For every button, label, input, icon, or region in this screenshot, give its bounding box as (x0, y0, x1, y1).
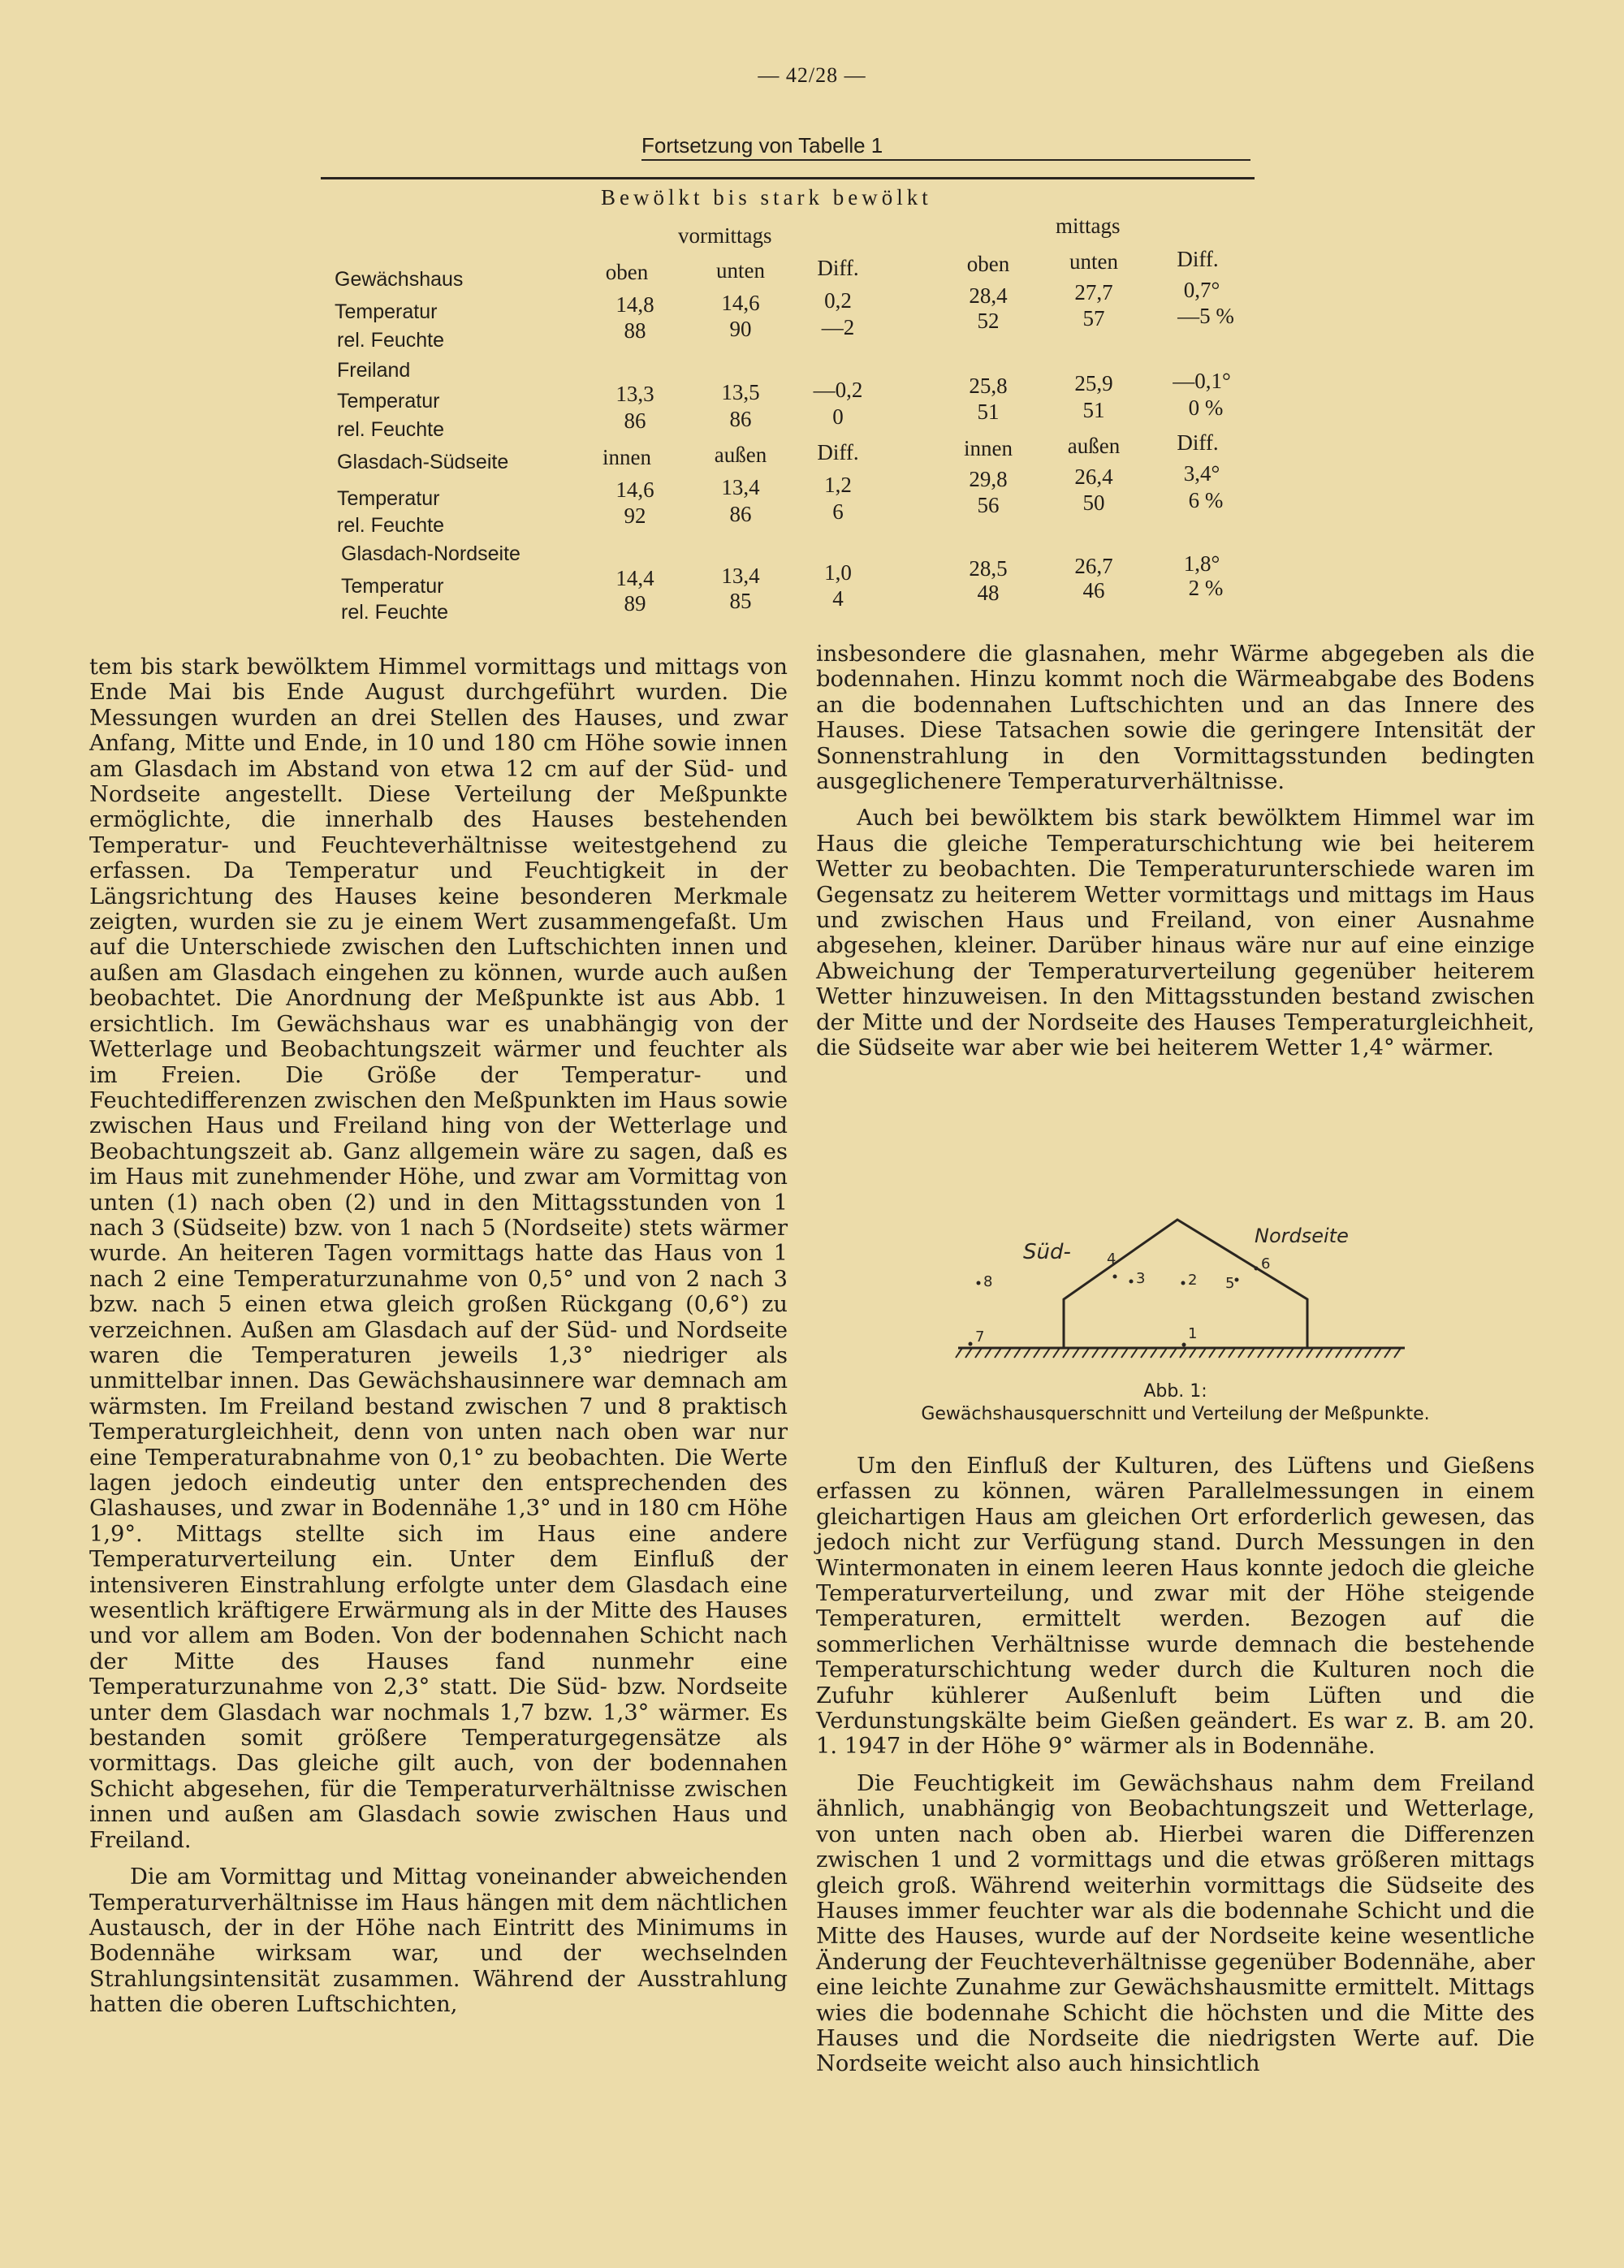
table-cell: 1,8° (1183, 551, 1220, 576)
section-freiland: Freiland (337, 359, 411, 382)
row-label: Temperatur (341, 575, 444, 598)
table-cell: —5 % (1177, 304, 1234, 328)
table-cell: 14,6 (721, 291, 760, 315)
table-cell: 86 (729, 502, 752, 526)
point-label: 1 (1188, 1325, 1198, 1342)
row-label: rel. Feuchte (341, 601, 449, 624)
measurement-point-6 (1255, 1267, 1259, 1271)
figure-caption (816, 1380, 1535, 1426)
measurement-point-7 (969, 1342, 973, 1346)
table-cell: 6 (832, 499, 844, 524)
table-cell: 28,4 (969, 283, 1008, 308)
row-label: rel. Feuchte (337, 514, 445, 537)
table-cell: 27,7 (1074, 280, 1113, 305)
table-cell: 26,7 (1074, 554, 1113, 578)
body-paragraph: tem bis stark bewölktem Himmel vormittags und mittags von Ende Mai bis Ende August durchgeführt wurden. Die Messungen wurden an drei Stellen des Hauses, und zwar Anfang, Mitte und Ende, in 10 und 180 cm Höhe sowie innen am Glasdach im Abstand von etwa 12 cm auf der Süd- und Nordseite angestellt. Diese Verteilung der Meßpunkte ermöglichte, die innerhalb des Hauses bestehenden Temperatur- und Feuchteverhältnisse weitestgehend zu erfassen. Da Temperatur und Feuchtigkeit in der Längsrichtung des Hauses keine besonderen Merkmale zeigten, wurden sie zu je einem Wert zusammengefaßt. Um auf die Unterschiede zwischen den Luftschichten innen und außen am Glasdach eingehen zu können, wurde auch außen beobachtet. Die Anordnung der Meßpunkte ist aus Abb. 1 ersichtlich. Im Gewächshaus war es unabhängig von der Wetterlage und Beobachtungszeit wärmer und feuchter als im Freien. Die Größe der Temperatur- und Feuchtedifferenzen zwischen den Meßpunkten im Haus sowie zwischen Haus und Freiland hing von der Wetterlage und Beobachtungszeit ab. Ganz allgemein wäre zu sagen, daß es im Haus mit zunehmender Höhe, und zwar am Vormittag von unten (1) nach oben (2) und in den Mittagsstunden von 1 nach 3 (Südseite) bzw. von 1 nach 5 (Nordseite) stets wärmer wurde. An heiteren Tagen vormittags hatte das Haus von 1 nach 2 eine Temperaturzunahme von 0,5° und von 2 nach 3 bzw. nach 5 einen etwa gleich großen Rückgang (0,6°) zu verzeichnen. Außen am Glasdach auf der Süd- und Nordseite waren die Temperaturen jeweils 1,3° niedriger als unmittelbar innen. Das Gewächshausinnere war demnach am wärmsten. Im Freiland bestand zwischen 7 und 8 praktisch Temperaturgleichheit, denn von unten nach oben war nur eine Temperaturabnahme von 0,1° zu beobachten. Die Werte lagen jedoch eindeutig unter den entsprechenden des Glashauses, und zwar in Bodennähe 1,3° und in 180 cm Höhe 1,9°. Mittags stellte sich im Haus eine andere Temperaturverteilung ein. Unter dem Einfluß der intensiveren Einstrahlung erfolgte unter dem Glasdach eine wesentlich kräftigere Erwärmung als in der Mitte des Hauses und vor allem am Boden. Von der bodennahen Schicht nach der Mitte des Hauses fand nunmehr eine Temperaturzunahme von 2,3° statt. Die Süd- bzw. Nordseite unter dem Glasdach war nochmals 1,7 bzw. 1,3° wärmer. Es bestanden somit größere Temperaturgegensätze als vormittags. Das gleiche gilt auch, von der bodennahen Schicht abgesehen, für die Temperaturverhältnisse zwischen innen und außen am Glasdach sowie zwischen Haus und Freiland. (89, 654, 788, 1853)
table-cell: 2 % (1188, 576, 1224, 600)
measurement-point-2 (1181, 1281, 1186, 1285)
page-number: — 42/28 — (758, 63, 866, 87)
row-label: Temperatur (337, 487, 440, 510)
body-paragraph: insbesondere die glasnahen, mehr Wärme abgegeben als die bodennahen. Hinzu kommt noch die Wärmeabgabe des Bodens an die bodennahen Luftschichten und an das Innere des Hauses. Diese Tatsachen sowie die geringere Intensität der Sonnenstrahlung in den Vormittagsstunden bedingten ausgeglichenere Temperaturverhältnisse. (816, 642, 1535, 795)
table-cell: 86 (624, 408, 646, 433)
table-cell: 13,5 (721, 380, 760, 404)
table-cell: 0 (832, 404, 844, 429)
right-text-column-top (816, 642, 1535, 1073)
left-text-column (89, 654, 788, 2029)
row-label: rel. Feuchte (337, 329, 445, 352)
table-cell: 28,5 (969, 556, 1008, 581)
table-cell: 92 (624, 503, 646, 528)
col-header: außen (714, 443, 767, 467)
col-header: außen (1067, 434, 1121, 458)
col-header: Diff. (1177, 247, 1219, 271)
table-cell: 6 % (1188, 488, 1224, 512)
header-vormittags: vormittags (678, 223, 772, 248)
col-header: oben (966, 252, 1010, 276)
greenhouse-cross-section-figure (954, 1210, 1409, 1372)
table-cell: 51 (977, 400, 1000, 424)
label-sued: Süd- (1023, 1240, 1071, 1264)
body-paragraph: Die am Vormittag und Mittag voneinander abweichenden Temperaturverhältnisse im Haus hängen mit dem nächtlichen Austausch, der in der Höhe nach Eintritt des Minimums in Bodennähe wirksam war, und der wechselnden Strahlungsintensität zusammen. Während der Ausstrahlung hatten die oberen Luftschichten, (89, 1864, 788, 2018)
table-cell: 88 (624, 318, 646, 343)
col-header: innen (603, 445, 651, 469)
right-text-column-bottom (816, 1454, 1535, 2089)
table-cell: 13,4 (721, 564, 760, 588)
measurement-point-5 (1235, 1278, 1239, 1282)
body-paragraph: Die Feuchtigkeit im Gewächshaus nahm dem Freiland ähnlich, unabhängig von Beobachtungszeit und Wetterlage, von unten nach oben ab. Hierbei waren die Differenzen zwischen 1 und 2 vormittags und die etwas größeren mittags gleich groß. Während weiterhin vormittags die Südseite des Hauses immer feuchter war als die bodennahe Schicht und die Mitte des Hauses, wurde auf der Nordseite keine wesentliche Änderung der Feuchteverhältnisse gegenüber Bodennähe, aber eine leichte Zunahme zur Gewächshausmitte ermittelt. Mittags wies die bodennahe Schicht die höchsten und die Mitte des Hauses und die Nordseite die niedrigsten Werte auf. Die Nordseite weicht also auch hinsichtlich (816, 1770, 1535, 2077)
table-cell: 3,4° (1183, 461, 1220, 486)
table-cell: 0,2 (824, 288, 852, 313)
table-cell: 1,2 (824, 473, 852, 497)
table-cell: 13,4 (721, 475, 760, 499)
table-cell: 25,9 (1074, 371, 1113, 395)
table-cell: 89 (624, 591, 646, 616)
table-caption: Fortsetzung von Tabelle 1 (641, 133, 883, 158)
table-title: Bewölkt bis stark bewölkt (601, 185, 932, 210)
table-cell: 14,6 (615, 477, 654, 502)
table-cell: 52 (977, 309, 1000, 333)
header-mittags: mittags (1056, 214, 1121, 238)
row-label: Temperatur (337, 390, 440, 413)
body-paragraph: Auch bei bewölktem bis stark bewölktem Himmel war im Haus die gleiche Temperaturschichtung wie bei heiterem Wetter zu beobachten. Die Temperaturunterschiede waren im Gegensatz zu heiterem Wetter vormittags und mittags im Haus und zwischen Haus und Freiland, von einer Ausnahme abgesehen, kleiner. Darüber hinaus wäre nur auf eine einzige Abweichung der Temperaturverteilung gegenüber heiterem Wetter hinzuweisen. In den Mittagsstunden bestand zwischen der Mitte und der Nordseite des Hauses Temperaturgleichheit, die Südseite war aber wie bei heiterem Wetter 1,4° wärmer. (816, 806, 1535, 1061)
point-label: 8 (983, 1273, 993, 1290)
table-cell: 14,8 (615, 292, 654, 317)
col-header: unten (1069, 249, 1118, 274)
measurement-point-1 (1182, 1343, 1186, 1347)
ground-hatching (956, 1348, 1401, 1358)
caption-underline (641, 159, 1250, 161)
table-cell: 4 (832, 586, 844, 611)
point-label: 6 (1261, 1255, 1271, 1272)
row-label: rel. Feuchte (337, 418, 445, 441)
table-cell: 29,8 (969, 467, 1008, 491)
table-cell: 57 (1082, 306, 1105, 330)
measurement-point-3 (1129, 1280, 1134, 1284)
point-label: 4 (1107, 1251, 1116, 1268)
col-header: Diff. (817, 440, 859, 464)
col-header: Diff. (1177, 430, 1219, 455)
table-top-rule (321, 177, 1255, 179)
measurement-point-4 (1113, 1275, 1117, 1279)
table-cell: 0 % (1188, 395, 1224, 420)
figure-caption-text: Gewächshausquerschnitt und Verteilung der Meßpunkte. (921, 1404, 1430, 1424)
table-cell: 1,0 (824, 560, 852, 585)
section-glasdach-suedseite: Glasdach-Südseite (337, 451, 509, 473)
table-cell: 26,4 (1074, 464, 1113, 489)
table-cell: 85 (729, 589, 752, 613)
table-cell: 90 (729, 317, 752, 341)
point-label: 2 (1188, 1272, 1198, 1289)
table-cell: —0,1° (1173, 369, 1231, 393)
label-nordseite: Nordseite (1255, 1225, 1349, 1247)
section-gewaechshaus: Gewächshaus (335, 268, 464, 291)
section-glasdach-nordseite: Glasdach-Nordseite (341, 542, 520, 565)
table-cell: —2 (821, 315, 855, 339)
col-header: oben (605, 260, 649, 284)
table-cell: —0,2 (813, 378, 863, 402)
row-label: Temperatur (335, 300, 438, 323)
table-cell: 0,7° (1183, 278, 1220, 302)
table-cell: 46 (1082, 578, 1105, 603)
figure-caption-number: Abb. 1: (1143, 1381, 1207, 1402)
table-cell: 50 (1082, 490, 1105, 515)
col-header: unten (716, 258, 765, 283)
body-paragraph: Um den Einfluß der Kulturen, des Lüftens und Gießens erfassen zu können, wären Parallelmessungen in einem gleichartigen Haus am gleichen Ort erforderlich gewesen, das jedoch nicht zur Verfügung stand. Durch Messungen in den Wintermonaten in einem leeren Haus konnte jedoch die gleiche Temperaturverteilung, und zwar mit der Höhe steigende Temperaturen, ermittelt werden. Bezogen auf die sommerlichen Verhältnisse wurde demnach die bestehende Temperaturschichtung weder durch die Kulturen noch die Zufuhr kühlerer Außenluft beim Lüften und die Verdunstungskälte beim Gießen geändert. Es war z. B. am 20. 1. 1947 in der Höhe 9° wärmer als in Bodennähe. (816, 1454, 1535, 1760)
point-label: 5 (1225, 1275, 1235, 1292)
table-cell: 25,8 (969, 374, 1008, 398)
table-cell: 86 (729, 407, 752, 431)
col-header: Diff. (817, 256, 859, 280)
table-cell: 48 (977, 581, 1000, 605)
point-label: 3 (1136, 1270, 1146, 1287)
measurement-point-8 (977, 1281, 981, 1285)
table-cell: 13,3 (615, 382, 654, 406)
table-cell: 51 (1082, 398, 1105, 422)
point-label: 7 (975, 1328, 985, 1346)
col-header: innen (964, 436, 1013, 460)
table-cell: 56 (977, 493, 1000, 517)
table-cell: 14,4 (615, 566, 654, 590)
